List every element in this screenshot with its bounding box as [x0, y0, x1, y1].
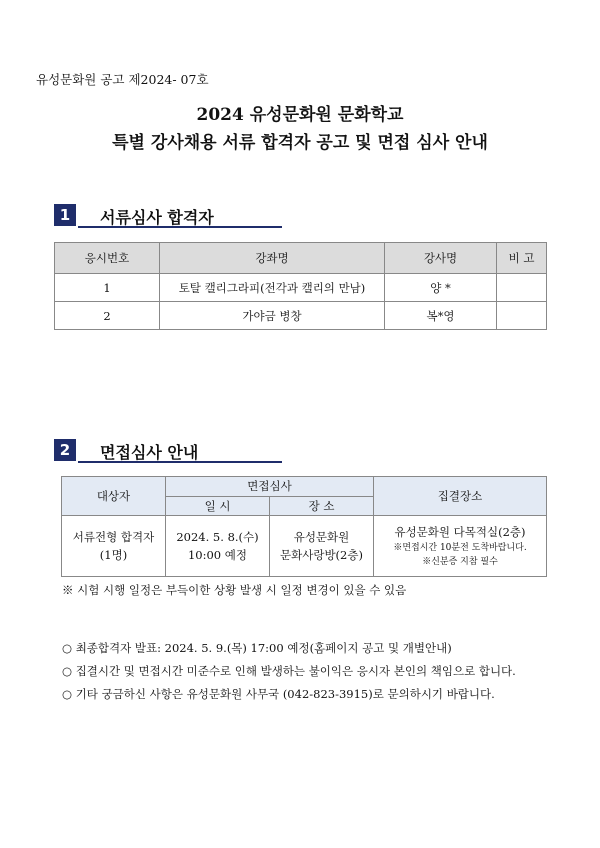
cell-instructor: 복*영: [385, 302, 497, 330]
page-title-line1: 2024 유성문화원 문화학교: [196, 105, 404, 125]
section2-heading: 면접심사 안내: [100, 443, 199, 462]
interview-table: [61, 476, 547, 577]
col-header-meeting-place: 집결장소: [374, 477, 547, 516]
schedule-footnote: ※ 시험 시행 일정은 부득이한 상황 발생 시 일정 변경이 있을 수 있음: [62, 583, 407, 597]
section1-heading: 서류심사 합격자: [100, 208, 214, 227]
cell-note: [497, 274, 547, 302]
table-row: [55, 302, 547, 330]
cell-target: 서류전형 합격자 (1명): [62, 516, 166, 577]
cell-instructor: 양 *: [385, 274, 497, 302]
table-row: [62, 516, 547, 577]
notice-number: 유성문화원 공고 제2024- 07호: [36, 72, 209, 87]
col-header-date: 일 시: [166, 496, 270, 516]
bullet-final-announcement: ○ 최종합격자 발표: 2024. 5. 9.(목) 17:00 예정(홈페이지 공고 및 개별안내): [62, 641, 452, 655]
cell-applicant-no: 2: [55, 302, 160, 330]
table-row: [55, 274, 547, 302]
bullet-contact: ○ 기타 궁금하신 사항은 유성문화원 사무국 (042-823-3915)로 문의하시기 바랍니다.: [62, 687, 495, 701]
col-header-applicant-no: 응시번호: [55, 243, 160, 274]
col-header-instructor: 강사명: [385, 243, 497, 274]
section2-number: 2: [54, 439, 76, 461]
cell-place: 유성문화원 문화사랑방(2층): [270, 516, 374, 577]
col-header-interview: 면접심사: [166, 477, 374, 497]
page-title-line2: 특별 강사채용 서류 합격자 공고 및 면접 심사 안내: [112, 133, 488, 153]
cell-note: [497, 302, 547, 330]
cell-meeting-place: 유성문화원 다목적실(2층) ※면접시간 10분전 도착바랍니다. ※신분증 지참 필수: [374, 516, 547, 577]
col-header-course: 강좌명: [160, 243, 385, 274]
section1-number: 1: [54, 204, 76, 226]
cell-date: 2024. 5. 8.(수) 10:00 예정: [166, 516, 270, 577]
section2-underline: [78, 461, 282, 463]
cell-course: 가야금 병창: [160, 302, 385, 330]
col-header-note: 비 고: [497, 243, 547, 274]
cell-course: 토탈 캘리그라피(전각과 캘리의 만남): [160, 274, 385, 302]
bullet-punctuality: ○ 집결시간 및 면접시간 미준수로 인해 발생하는 불이익은 응시자 본인의 책임으로 합니다.: [62, 664, 516, 678]
passers-table: [54, 242, 547, 330]
cell-applicant-no: 1: [55, 274, 160, 302]
col-header-place: 장 소: [270, 496, 374, 516]
section1-underline: [78, 226, 282, 228]
table-header-row: [55, 243, 547, 274]
col-header-target: 대상자: [62, 477, 166, 516]
